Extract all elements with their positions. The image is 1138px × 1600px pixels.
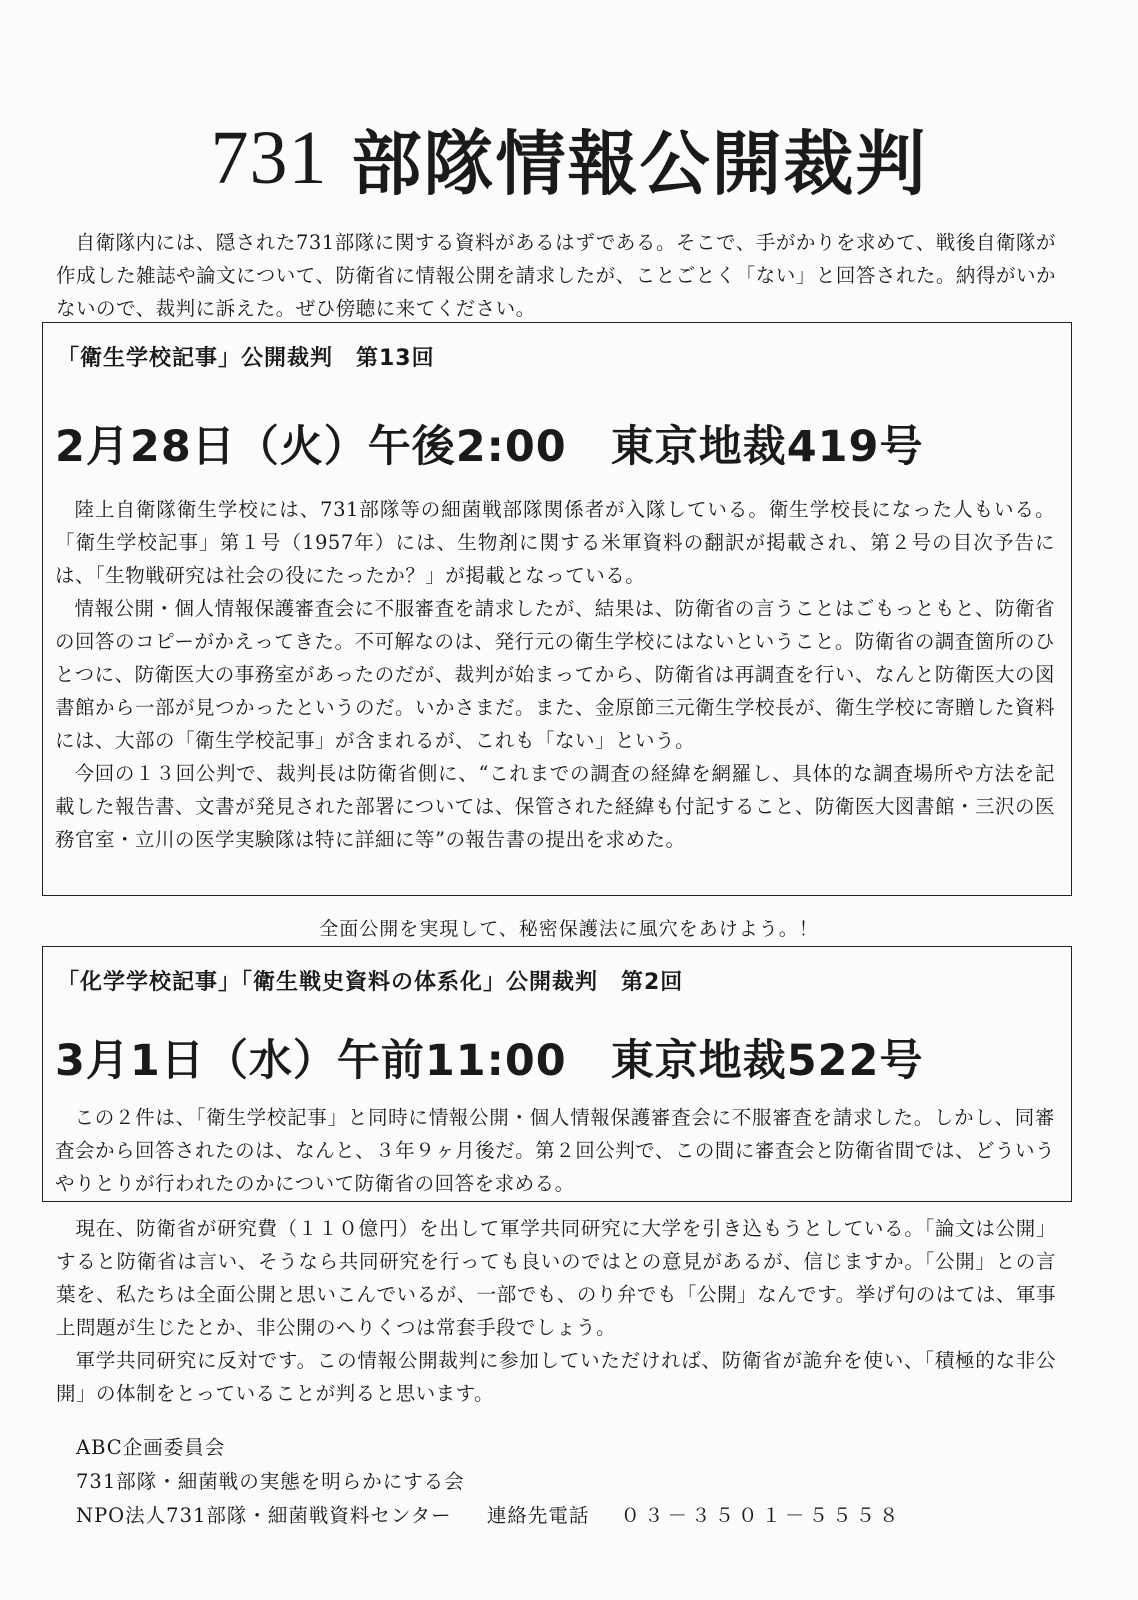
- organization-1: ABC企画委員会: [76, 1436, 226, 1459]
- closing-paragraph-2: 軍学共同研究に反対です。この情報公開裁判に参加していただければ、防衛省が詭弁を使い、「積極的な非公開」の体制をとっていることが判ると思います。: [56, 1349, 1056, 1405]
- case1-heading: 「衛生学校記事」公開裁判 第13回: [57, 346, 435, 371]
- case1-paragraph: 陸上自衛隊衛生学校には、731部隊等の細菌戦部隊関係者が入隊している。衛生学校長になった人もいる。「衛生学校記事」第１号（1957年）には、生物剤に関する米軍資料の翻訳が掲載され、第２号の目次予告には、「生物戦研究は社会の役にたったか？」が掲載となっている。: [55, 498, 1055, 587]
- case1-body: [55, 493, 1055, 856]
- title-number: 731: [210, 116, 328, 200]
- case1-datetime: 2月28日（火）午後2:00 東京地裁419号: [55, 422, 924, 472]
- case2-heading: 「化学学校記事」「衛生戦史資料の体系化」公開裁判 第2回: [57, 970, 684, 995]
- closing-paragraph-1: 現在、防衛省が研究費（１１０億円）を出して軍学共同研究に大学を引き込もうとしている。「論文は公開」すると防衛省は言い、そうなら共同研究を行っても良いのではとの意見があるが、信じますか。「公開」との言葉を、私たちは全面公開と思いこんでいるが、一部でも、のり弁でも「公開」なんです。挙げ句のはては、軍事上問題が生じたとか、非公開のへりくつは常套手段でしょう。: [56, 1217, 1056, 1339]
- title-main: 部隊情報公開裁判: [351, 123, 928, 205]
- case2-box: [42, 946, 1072, 1202]
- case2-datetime: 3月1日（水）午前11:00 東京地裁522号: [55, 1036, 924, 1086]
- contact-phone: ０３－３５０１－５５５８: [620, 1504, 903, 1527]
- case2-paragraph: この２件は、「衛生学校記事」と同時に情報公開・個人情報保護審査会に不服審査を請求した。しかし、同審査会から回答されたのは、なんと、３年９ヶ月後だ。第２回公判で、この間に審査会と防衛省間では、どういうやりとりが行われたのかについて防衛省の回答を求める。: [55, 1106, 1055, 1195]
- case2-body: [55, 1101, 1055, 1200]
- organization-2: 731部隊・細菌戦の実態を明らかにする会: [76, 1470, 465, 1493]
- case1-paragraph: 情報公開・個人情報保護審査会に不服審査を請求したが、結果は、防衛省の言うことはごもっともと、防衛省の回答のコピーがかえってきた。不可解なのは、発行元の衛生学校にはないということ。防衛省の調査箇所のひとつに、防衛医大の事務室があったのだが、裁判が始まってから、防衛省は再調査を行い、なんと防衛医大の図書館から一部が見つかったというのだ。いかさまだ。また、金原節三元衛生学校長が、衛生学校に寄贈した資料には、大部の「衛生学校記事」が含まれるが、これも「ない」という。: [55, 597, 1056, 752]
- intro-text: 自衛隊内には、隠された731部隊に関する資料があるはずである。そこで、手がかりを求めて、戦後自衛隊が作成した雑誌や論文について、防衛省に情報公開を請求したが、ことごとく「ない」と回答された。納得がいかないので、裁判に訴えた。ぜひ傍聴に来てください。: [56, 231, 1056, 320]
- organization-3: NPO法人731部隊・細菌戦資料センター: [76, 1504, 452, 1527]
- organization-3-line: [76, 1500, 903, 1528]
- case1-paragraph: 今回の１３回公判で、裁判長は防衛省側に、“これまでの調査の経緯を網羅し、具体的な調査場所や方法を記載した報告書、文書が発見された部署については、保管された経緯も付記すること、防衛医大図書館・三沢の医務官室・立川の医学実験隊は特に詳細に等”の報告書の提出を求めた。: [55, 762, 1055, 851]
- page-title: [0, 108, 1138, 209]
- case1-box: [42, 322, 1072, 896]
- contact-label: 連絡先電話: [486, 1504, 590, 1527]
- slogan: 全面公開を実現して、秘密保護法に風穴をあけよう。！: [319, 918, 819, 940]
